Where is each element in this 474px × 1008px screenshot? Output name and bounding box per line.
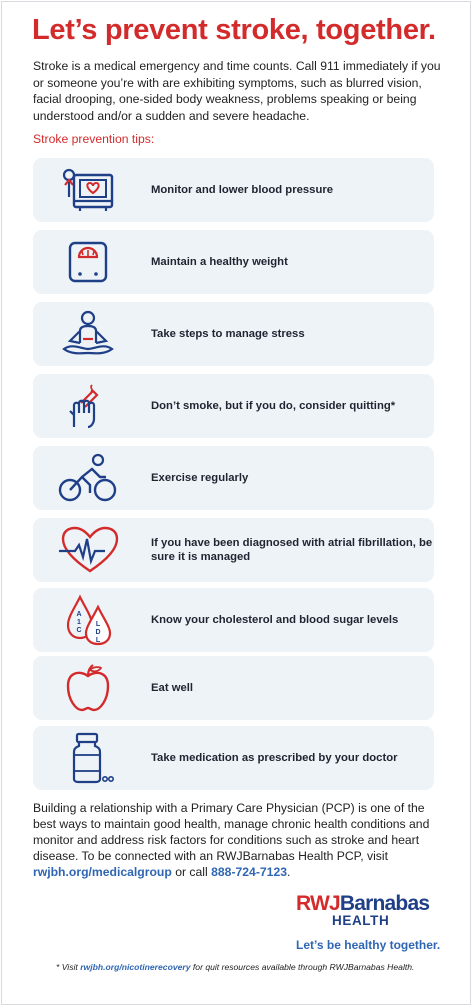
blood-pressure-monitor-icon <box>57 163 119 217</box>
tip-label: Maintain a healthy weight <box>151 256 288 268</box>
tip-label: Monitor and lower blood pressure <box>151 184 334 196</box>
nicotinerecovery-link[interactable]: rwjbh.org/nicotinerecovery <box>80 962 191 972</box>
tip-label: Exercise regularly <box>151 472 249 484</box>
rwjbarnabas-logo <box>296 892 446 932</box>
tip-label: Know your cholesterol and blood sugar levels <box>151 614 399 626</box>
intro-paragraph: Stroke is a medical emergency and time counts. Call 911 immediately if you or someone you’re with are exhibiting symptoms, such as blurred vision, facial drooping, one-sided body weakness, problems speaking or being understood and/or a sudden and severe headache. <box>33 59 441 123</box>
tip-card-blood-pressure <box>33 158 434 222</box>
medicalgroup-link[interactable]: rwjbh.org/medicalgroup <box>33 865 172 879</box>
a1c-letter: A <box>76 611 82 618</box>
pcp-paragraph <box>33 800 445 880</box>
cyclist-icon <box>57 451 119 505</box>
outro-period: . <box>287 865 291 879</box>
tip-label: If you have been diagnosed with atrial fibrillation, be sure it is managed <box>151 537 433 563</box>
or-call-text: or call <box>171 865 212 879</box>
ldl-letter: L <box>95 621 101 628</box>
scale-icon <box>57 235 119 289</box>
tip-card-afib <box>33 518 434 582</box>
footnote-suffix: for quit resources available through RWJBarnabas Health. <box>190 962 415 972</box>
tip-label: Take medication as prescribed by your doctor <box>151 752 398 764</box>
tip-card-smoking <box>33 374 434 438</box>
tip-card-stress <box>33 302 434 366</box>
tip-card-exercise <box>33 446 434 510</box>
a1c-letter: 1 <box>77 619 81 626</box>
tip-label: Don’t smoke, but if you do, consider quitting* <box>151 400 396 412</box>
logo-rwj: RWJ <box>296 892 340 915</box>
a1c-letter: C <box>76 627 82 634</box>
blood-drops-icon <box>57 593 119 647</box>
footnote <box>56 962 456 972</box>
meditation-icon <box>57 307 119 361</box>
tips-heading: Stroke prevention tips: <box>33 132 155 146</box>
pcp-text: Building a relationship with a Primary Care Physician (PCP) is one of the best ways to maintain good health, manage chronic health conditions and monitor and address risk factors for conditions such as stroke and heart disease. To be connected with an RWJBarnabas Health PCP, visit <box>33 801 430 863</box>
tip-label: Eat well <box>151 682 194 694</box>
apple-icon <box>57 661 119 715</box>
tip-label: Take steps to manage stress <box>151 328 305 340</box>
phone-link[interactable]: 888-724-7123 <box>211 865 288 879</box>
ldl-letter: L <box>95 637 101 644</box>
tip-card-weight <box>33 230 434 294</box>
cigarette-hand-icon <box>57 379 119 433</box>
ldl-letter: D <box>95 629 101 636</box>
logo-health: HEALTH <box>332 913 390 928</box>
tip-card-cholesterol <box>33 588 434 652</box>
tip-card-medication <box>33 726 434 790</box>
logo-barnabas: Barnabas <box>339 892 430 915</box>
pill-bottle-icon <box>57 731 119 785</box>
heartbeat-icon <box>57 523 119 577</box>
tagline: Let’s be healthy together. <box>296 938 441 952</box>
tip-card-eat-well <box>33 656 434 720</box>
page-title: Let’s prevent stroke, together. <box>32 14 436 46</box>
footnote-prefix: * Visit <box>56 962 81 972</box>
